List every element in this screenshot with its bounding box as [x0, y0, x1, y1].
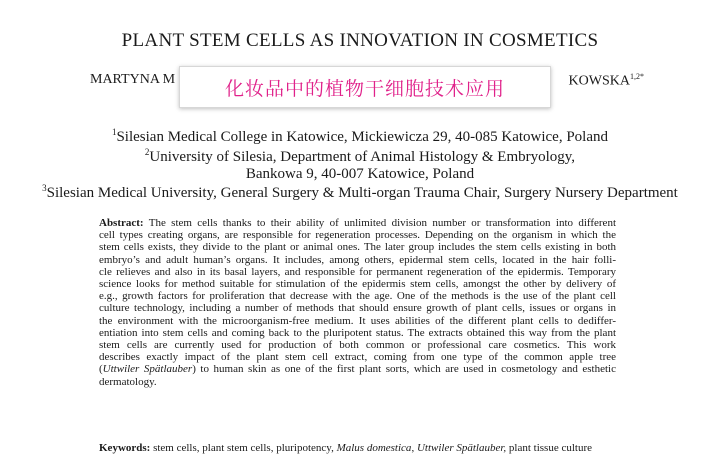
abstract-line-14: dermatology.	[99, 375, 157, 388]
affiliation-2-text: University of Silesia, Department of Animal Histology & Embryology,	[149, 149, 576, 165]
affiliation-1-text: Silesian Medical College in Katowice, Mickiewicza 29, 40-085 Katowice, Poland	[116, 129, 609, 145]
abstract-line-12: describes exactly impact of the plant stem cell extract, coming from one type of the common apple tree	[99, 351, 616, 364]
abstract-line-3: stem cells exists, they divide to the plant or animal ones. The later group includes the stem cells existing in both	[99, 241, 616, 254]
abstract-line-10: entiation into stem cells and coming back to the pluripotent status. The extracts obtained this way from the plant	[99, 326, 616, 339]
affiliation-2-sup: 2	[144, 147, 150, 157]
affiliation-2-address: Bankowa 9, 40-007 Katowice, Poland	[245, 166, 475, 182]
keywords-line	[99, 442, 639, 454]
abstract-line-1	[99, 217, 616, 229]
abstract-paren-open: (	[99, 363, 103, 376]
abstract-label: Abstract:	[99, 217, 144, 229]
abstract-line-9: the environment with the microorganism-free medium. It uses abilities of the different plant cells to dediffer-	[99, 314, 616, 327]
keywords-italic-2: Uttwiler Spätlauber,	[416, 442, 507, 454]
affiliation-3	[0, 183, 720, 202]
abstract-line-11: stem cells are currently used for production of both common or professional care cosmetics. This work	[99, 339, 616, 352]
affiliation-2	[0, 147, 720, 166]
abstract-line-8: culture technology, including a number of methods that should ensure growth of plant cells, issues or organs in	[99, 302, 616, 315]
author-right-text	[569, 72, 644, 90]
affiliation-3-text: Silesian Medical University, General Surgery & Multi-organ Trauma Chair, Surgery Nursery Department	[46, 185, 678, 201]
affiliation-3-sup: 3	[42, 183, 47, 193]
abstract-block	[99, 217, 616, 388]
translation-overlay-banner: 化妆品中的植物干细胞技术应用	[179, 66, 551, 108]
keywords-italic-1: Malus domestica	[336, 442, 412, 454]
abstract-line-13-rest: ) to human skin as one of the first plant sorts, which are used in cosmetology and esthetic	[192, 363, 616, 376]
abstract-text-1: The stem cells thanks to their ability of unlimited division number or transformation into different	[148, 217, 616, 229]
abstract-line-6: science looks for method suitable for stimulation of the epidermis stem cells, amongst the other by delivery of	[99, 278, 616, 291]
affiliation-1-sup: 1	[111, 127, 117, 137]
abstract-line-13	[99, 363, 616, 375]
keywords-label: Keywords:	[99, 442, 151, 454]
author-right-superscript: 1,2*	[630, 72, 644, 81]
paper-title: PLANT STEM CELLS AS INNOVATION IN COSMETICS	[121, 30, 599, 51]
affiliation-1	[0, 127, 720, 146]
abstract-cultivar-name: Uttwiler Spätlauber	[102, 363, 193, 376]
abstract-line-5: cle relieves and also in its basal layers, and responsible for permanent regeneration of the epidermis. Temporary	[99, 265, 616, 278]
keywords-separator: ,	[411, 442, 417, 454]
author-right-name: KOWSKA	[568, 73, 630, 89]
abstract-line-7: e.g., growth factors for proliferation that decrease with the age. One of the methods is the use of the plant cell	[99, 290, 616, 303]
abstract-line-4: embryo’s and adult human’s organs. It includes, among others, epidermal stem cells, located in the hair folli-	[99, 253, 616, 266]
keywords-part-1: stem cells, plant stem cells, pluripotency,	[150, 442, 337, 454]
abstract-line-2: cell types creating organs, are responsible for regeneration processes. Depending on the organism in which the	[99, 229, 616, 242]
author-left-text: MARTYNA M	[90, 72, 176, 87]
keywords-part-2: plant tissue culture	[506, 442, 593, 454]
